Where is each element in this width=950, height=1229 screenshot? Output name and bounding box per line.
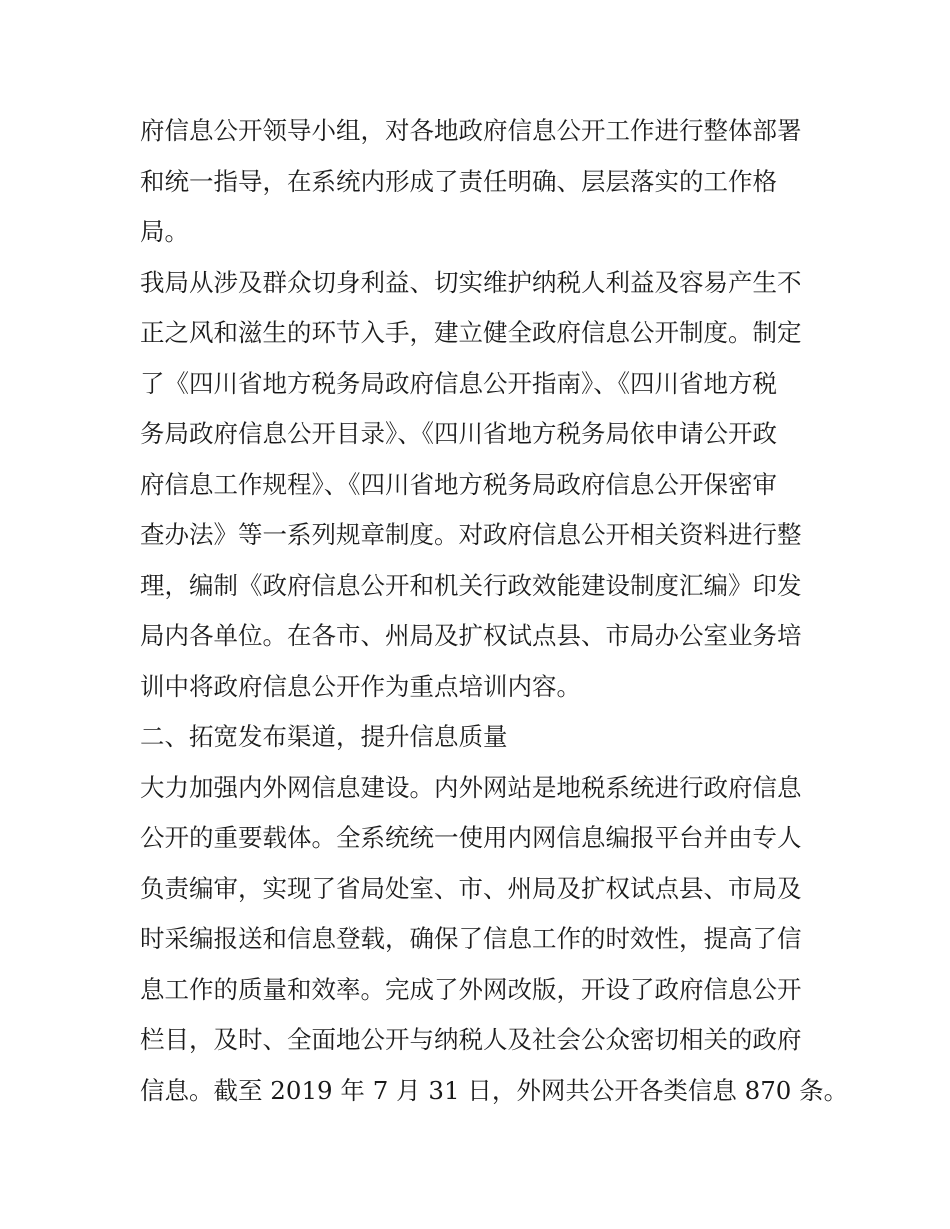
- text-line: 正之风和滋生的环节入手，建立健全政府信息公开制度。制定: [140, 318, 802, 347]
- text-line: 时采编报送和信息登载，确保了信息工作的时效性，提高了信: [140, 924, 802, 953]
- text-line: 查办法》等一系列规章制度。对政府信息公开相关资料进行整: [140, 520, 802, 549]
- text-line: 栏目，及时、全面地公开与纳税人及社会公众密切相关的政府: [140, 1025, 802, 1054]
- text-line: 我局从涉及群众切身利益、切实维护纳税人利益及容易产生不: [140, 267, 802, 297]
- text-line: 负责编审，实现了省局处室、市、州局及扩权试点县、市局及: [140, 873, 802, 903]
- text-line: 大力加强内外网信息建设。内外网站是地税系统进行政府信息: [140, 772, 802, 802]
- text-line: 了《四川省地方税务局政府信息公开指南》、《四川省地方税: [140, 368, 777, 398]
- text-line: 训中将政府信息公开作为重点培训内容。: [140, 671, 581, 701]
- text-line: 局内各单位。在各市、州局及扩权试点县、市局办公室业务培: [140, 621, 802, 650]
- text-line: 务局政府信息公开目录》、《四川省地方税务局依申请公开政: [140, 419, 777, 448]
- text-line: 息工作的质量和效率。完成了外网改版，开设了政府信息公开: [140, 974, 802, 1004]
- section-heading: 二、拓宽发布渠道，提升信息质量: [140, 722, 508, 751]
- text-line: 府信息公开领导小组，对各地政府信息公开工作进行整体部署: [140, 116, 802, 145]
- text-line: 公开的重要载体。全系统统一使用内网信息编报平台并由专人: [140, 823, 802, 852]
- text-line: 和统一指导，在系统内形成了责任明确、层层落实的工作格: [140, 166, 777, 196]
- text-line: 局。: [140, 217, 189, 246]
- text-line: 信息。截至 2019 年 7 月 31 日，外网共公开各类信息 870 条。: [140, 1075, 849, 1105]
- text-line: 理，编制《政府信息公开和机关行政效能建设制度汇编》印发: [140, 570, 802, 600]
- text-line: 府信息工作规程》、《四川省地方税务局政府信息公开保密审: [140, 469, 777, 499]
- document-body: [140, 106, 849, 1116]
